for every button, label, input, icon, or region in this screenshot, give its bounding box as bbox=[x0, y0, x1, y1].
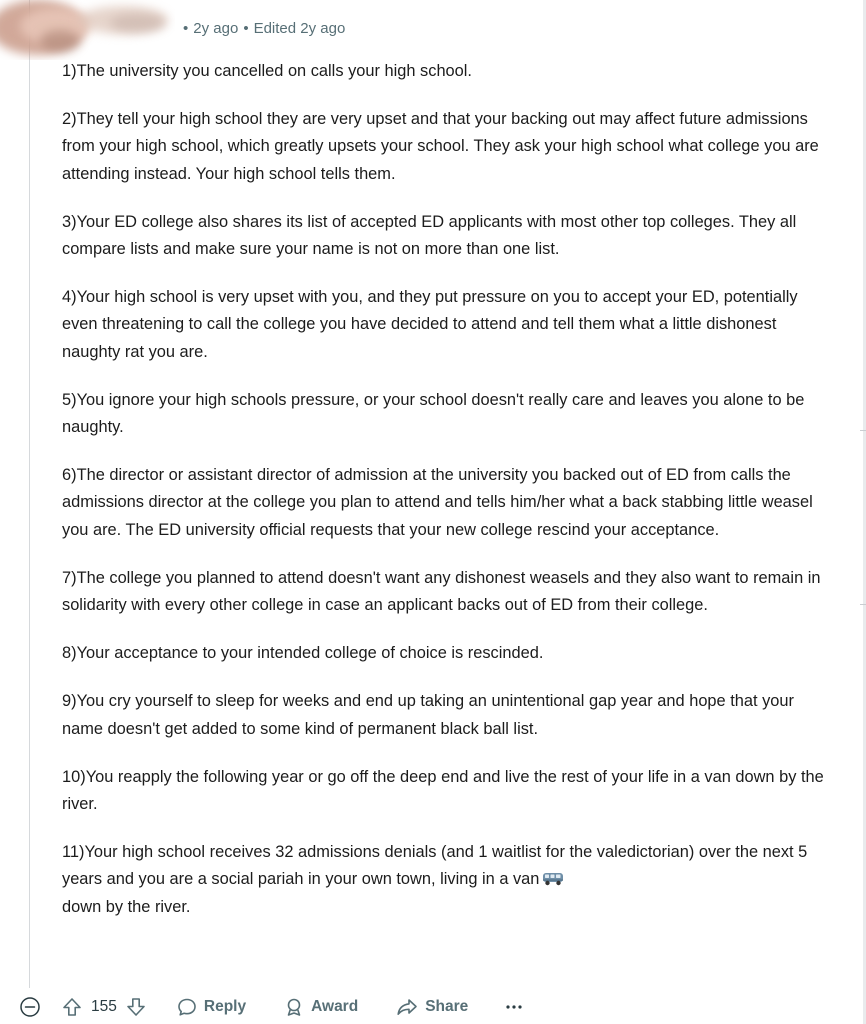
adjacent-thread-tick bbox=[860, 604, 866, 605]
comment-paragraph: 9)You cry yourself to sleep for weeks and end up taking an unintentional gap year and hope that your name doesn't get added to some kind of permanent black ball list. bbox=[62, 692, 794, 738]
comment-paragraph: 10)You reapply the following year or go off the deep end and live the rest of your life in a van down by the river. bbox=[62, 767, 824, 814]
award-button[interactable] bbox=[284, 992, 358, 1022]
more-options-icon bbox=[505, 1004, 523, 1010]
comment-meta bbox=[178, 16, 345, 40]
thread-line[interactable] bbox=[29, 0, 30, 988]
comment-text: 11)Your high school receives 32 admissions denials (and 1 waitlist for the valedictorian) over the next 5 years and you are a social pariah in your own town, living in a van bbox=[62, 843, 808, 889]
meta-separator: • bbox=[243, 19, 249, 37]
comment-paragraph: 5)You ignore your high schools pressure, or your school doesn't really care and leaves you alone to be naughty. bbox=[62, 390, 805, 437]
comment-text: down by the river. bbox=[62, 897, 191, 916]
comment-paragraph: 7)The college you planned to attend doesn't want any dishonest weasels and they also want to remain in solidarity with every other college in case an applicant backs out of ED from their college. bbox=[62, 568, 821, 615]
meta-separator: • bbox=[183, 19, 189, 37]
downvote-button[interactable] bbox=[126, 992, 146, 1022]
comment-paragraph: 2)They tell your high school they are very upset and that your backing out may affect future admissions from your high school, which greatly upsets your school. They ask your high school what college you are attending instead. Your high school tells them. bbox=[62, 110, 819, 183]
share-arrow-icon bbox=[396, 997, 418, 1017]
van-emoji-icon bbox=[542, 868, 564, 882]
comment-action-bar bbox=[18, 992, 523, 1022]
award-label: Award bbox=[311, 998, 359, 1015]
adjacent-thread-tick bbox=[860, 430, 866, 431]
comment-paragraph: 1)The university you cancelled on calls your high school. bbox=[62, 62, 472, 80]
collapse-icon bbox=[18, 995, 42, 1019]
comment-age[interactable]: 2y ago bbox=[193, 19, 239, 37]
redacted-username bbox=[0, 0, 175, 60]
downvote-arrow-icon bbox=[126, 997, 146, 1017]
upvote-button[interactable] bbox=[62, 992, 82, 1022]
edited-label: Edited 2y ago bbox=[253, 19, 346, 37]
share-label: Share bbox=[425, 998, 469, 1015]
comment-body bbox=[62, 58, 832, 942]
collapse-button[interactable] bbox=[18, 992, 42, 1022]
award-icon bbox=[284, 997, 304, 1017]
vote-score: 155 bbox=[91, 998, 117, 1015]
upvote-arrow-icon bbox=[62, 997, 82, 1017]
comment-paragraph: 8)Your acceptance to your intended college of choice is rescinded. bbox=[62, 644, 544, 663]
comment-bubble-icon bbox=[177, 997, 197, 1017]
comment-paragraph: 3)Your ED college also shares its list of accepted ED applicants with most other top colleges. They all compare lists and make sure your name is not on more than one list. bbox=[62, 212, 797, 259]
comment-paragraph: 6)The director or assistant director of admission at the university you backed out of ED from calls the admissions director at the college you plan to attend and tells him/her what a back stabbing little weasel you are. The ED university official requests that your new college rescind your acceptance. bbox=[62, 466, 813, 539]
comment-paragraph-last bbox=[62, 839, 832, 921]
reply-button[interactable] bbox=[177, 992, 246, 1022]
comment-paragraph: 4)Your high school is very upset with you, and they put pressure on you to accept your ED, potentially even threatening to call the college you have decided to attend and tell them what a little dishonest naughty rat you are. bbox=[62, 288, 798, 361]
share-button[interactable] bbox=[396, 992, 468, 1022]
more-options-button[interactable] bbox=[505, 992, 523, 1022]
reply-label: Reply bbox=[203, 998, 247, 1015]
